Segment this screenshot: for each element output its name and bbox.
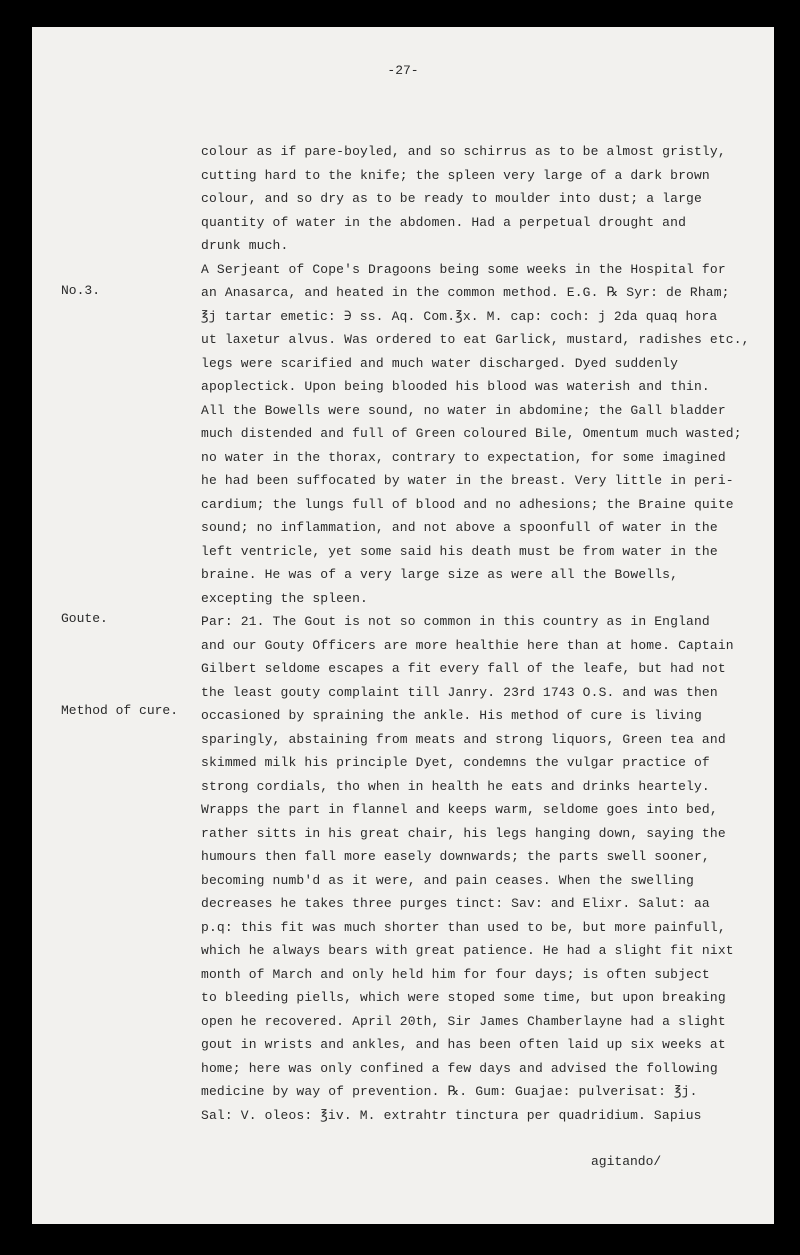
- margin-note-method-of-cure: Method of cure.: [61, 703, 179, 718]
- text-line: occasioned by spraining the ankle. His method of cure is living: [201, 708, 702, 723]
- text-line: braine. He was of a very large size as were all the Bowells,: [201, 567, 679, 582]
- text-line: open he recovered. April 20th, Sir James Chamberlayne had a slight: [201, 1013, 726, 1029]
- margin-note-case-no: No.3.: [61, 283, 101, 298]
- text-line: legs were scarified and much water discharged. Dyed suddenly: [201, 355, 679, 371]
- text-line: Gilbert seldome escapes a fit every fall of the leafe, but had not: [201, 661, 726, 676]
- text-line: sound; no inflammation, and not above a spoonfull of water in the: [201, 520, 718, 535]
- text-line: he had been suffocated by water in the breast. Very little in peri-: [201, 473, 734, 488]
- text-line: excepting the spleen.: [201, 590, 368, 606]
- text-line: decreases he takes three purges tinct: Sav: and Elixr. Salut: aa: [201, 896, 710, 911]
- text-line: All the Bowells were sound, no water in abdomine; the Gall bladder: [201, 402, 726, 418]
- text-line: humours then fall more easely downwards; the parts swell sooner,: [201, 849, 710, 864]
- page-number: -27-: [387, 63, 419, 78]
- text-line: Wrapps the part in flannel and keeps warm, seldome goes into bed,: [201, 802, 718, 817]
- text-line: p.q: this fit was much shorter than used to be, but more painfull,: [201, 919, 726, 935]
- text-line: apoplectick. Upon being blooded his blood was waterish and thin.: [201, 379, 710, 394]
- text-line: colour, and so dry as to be ready to moulder into dust; a large: [201, 191, 702, 206]
- text-line: A Serjeant of Cope's Dragoons being some weeks in the Hospital for: [201, 261, 726, 277]
- text-line: ℥j tartar emetic: ∋ ss. Aq. Com.℥x. M. cap: coch: j 2da quaq hora: [201, 308, 718, 324]
- text-line: strong cordials, tho when in health he eats and drinks heartely.: [201, 778, 710, 794]
- text-line: month of March and only held him for four days; is often subject: [201, 966, 710, 982]
- text-line: quantity of water in the abdomen. Had a perpetual drought and: [201, 214, 687, 230]
- text-line: becoming numb'd as it were, and pain ceases. When the swelling: [201, 872, 694, 888]
- text-line: and our Gouty Officers are more healthie here than at home. Captain: [201, 637, 734, 653]
- text-line: cardium; the lungs full of blood and no adhesions; the Braine quite: [201, 496, 734, 512]
- text-line: skimmed milk his principle Dyet, condemns the vulgar practice of: [201, 755, 710, 770]
- text-line: much distended and full of Green coloured Bile, Omentum much wasted;: [201, 426, 742, 441]
- text-line: an Anasarca, and heated in the common method. E.G. ℞ Syr: de Rham;: [201, 285, 730, 300]
- text-line: colour as if pare-boyled, and so schirrus as to be almost gristly,: [201, 144, 726, 159]
- text-line: ut laxetur alvus. Was ordered to eat Garlick, mustard, radishes etc.,: [201, 332, 750, 347]
- text-line: which he always bears with great patience. He had a slight fit nixt: [201, 943, 734, 958]
- text-line: cutting hard to the knife; the spleen very large of a dark brown: [201, 167, 710, 183]
- text-line: Sal: V. oleos: ℥iv. M. extrahtr tinctura per quadridium. Sapius: [201, 1107, 702, 1123]
- document-page: [32, 27, 774, 1224]
- text-line: sparingly, abstaining from meats and strong liquors, Green tea and: [201, 731, 726, 747]
- text-line: left ventricle, yet some said his death must be from water in the: [201, 543, 718, 559]
- text-line: home; here was only confined a few days and advised the following: [201, 1060, 718, 1076]
- margin-note-gout: Goute.: [61, 611, 108, 626]
- catchword: agitando/: [591, 1154, 662, 1169]
- text-line: rather sitts in his great chair, his legs hanging down, saying the: [201, 825, 726, 841]
- text-line: medicine by way of prevention. ℞. Gum: Guajae: pulverisat: ℥j.: [201, 1084, 698, 1099]
- text-line: no water in the thorax, contrary to expectation, for some imagined: [201, 449, 726, 465]
- text-line: to bleeding piells, which were stoped some time, but upon breaking: [201, 990, 726, 1005]
- text-line: gout in wrists and ankles, and has been often laid up six weeks at: [201, 1037, 726, 1052]
- body-text: [201, 140, 766, 1127]
- text-line: the least gouty complaint till Janry. 23rd 1743 O.S. and was then: [201, 684, 718, 700]
- text-line: drunk much.: [201, 238, 289, 253]
- text-line: Par: 21. The Gout is not so common in this country as in England: [201, 614, 710, 629]
